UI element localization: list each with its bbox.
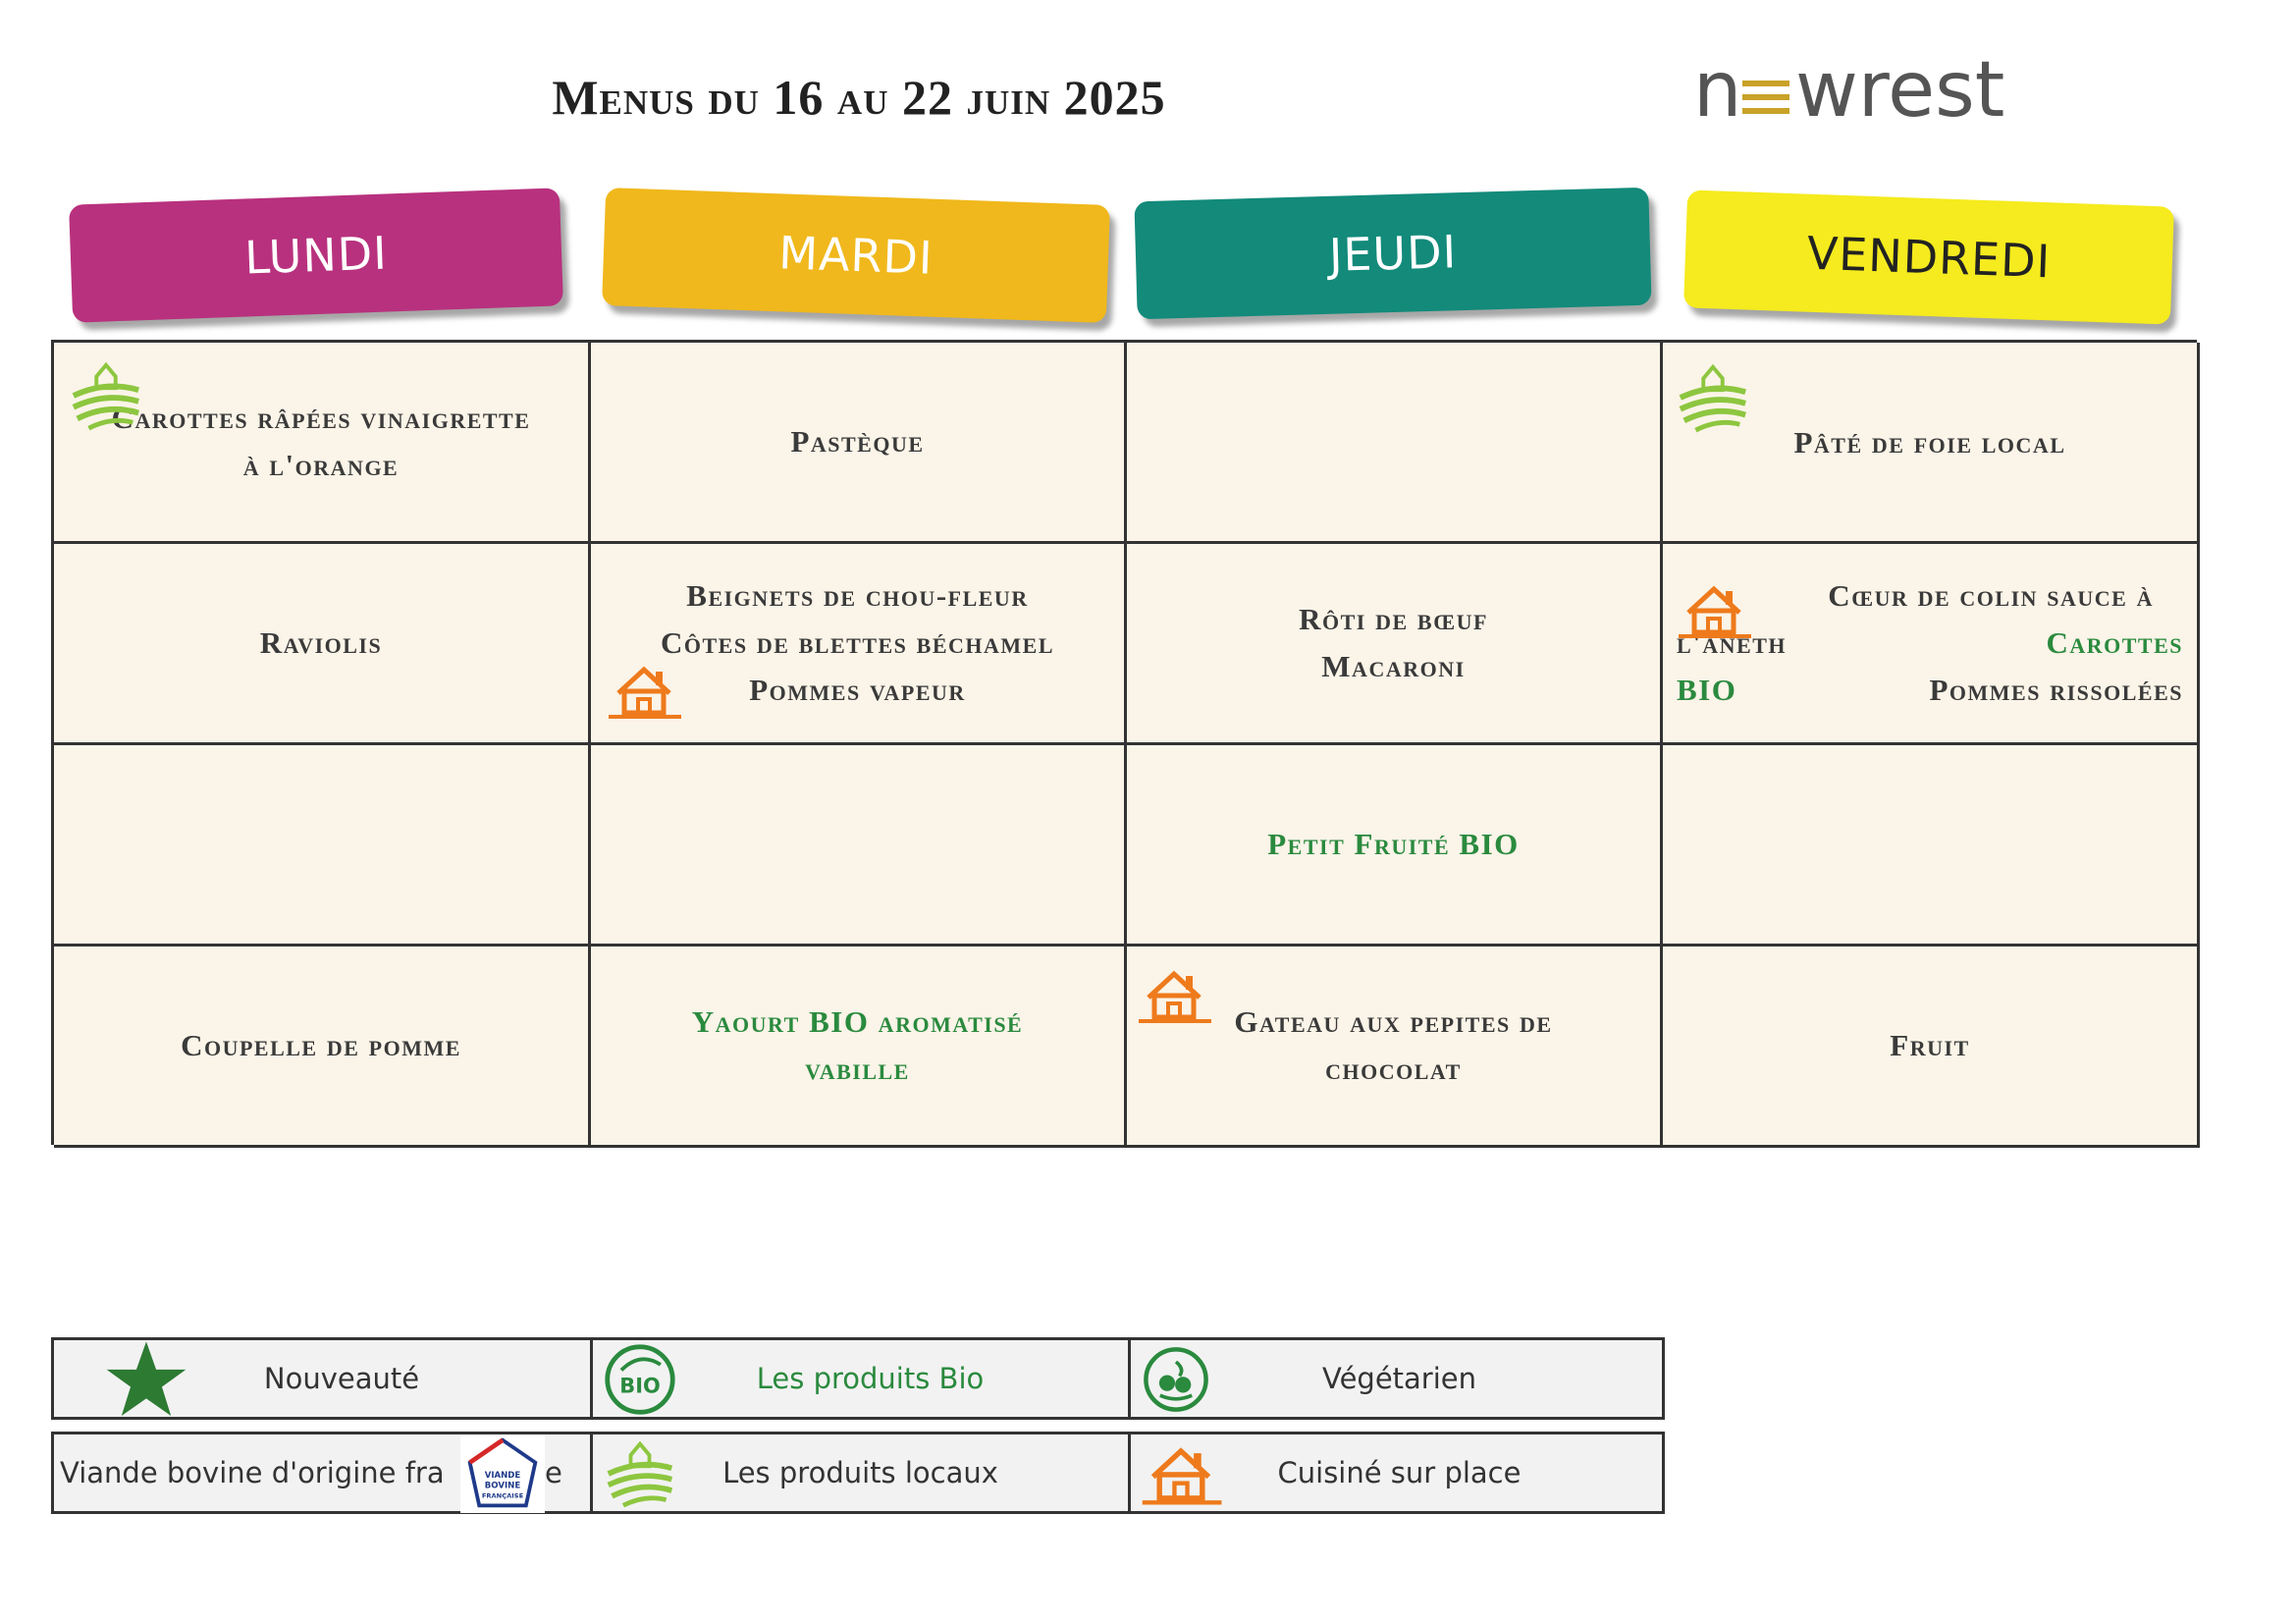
vegetarian-icon xyxy=(1141,1344,1211,1415)
dish-name: l'aneth xyxy=(1677,625,1788,660)
menu-cell-vendredi-dairy xyxy=(1663,745,2200,947)
star-icon xyxy=(101,1338,191,1421)
menu-cell-jeudi-main xyxy=(1127,544,1663,745)
svg-text:BIO: BIO xyxy=(619,1374,661,1398)
dish-name: Carottes râpées vinaigrette xyxy=(111,401,531,435)
legend-label: Cuisiné sur place xyxy=(1277,1456,1522,1489)
dish-name: Pastèque xyxy=(790,424,925,459)
legend-label: Nouveauté xyxy=(263,1362,420,1395)
menu-cell-lundi-starter xyxy=(54,343,591,544)
day-header-lundi xyxy=(69,188,563,322)
dish-name: vabille xyxy=(805,1052,910,1086)
svg-text:wrest: wrest xyxy=(1795,49,2005,135)
dish-name: Macaroni xyxy=(1321,649,1466,683)
dish-name: Beignets de chou-fleur xyxy=(686,578,1029,613)
dish-name: chocolat xyxy=(1325,1052,1462,1086)
legend-label: Viande bovine d'origine fra xyxy=(60,1456,445,1489)
house-icon xyxy=(1675,579,1753,644)
menu-cell-mardi-starter xyxy=(591,343,1127,544)
menu-table xyxy=(51,340,2197,1145)
dish-name: Yaourt BIO aromatisé xyxy=(691,1004,1024,1039)
dish-name: Coupelle de pomme xyxy=(181,1028,461,1062)
legend-row-1 xyxy=(51,1337,1665,1420)
svg-text:n: n xyxy=(1693,49,1742,135)
svg-text:BOVINE: BOVINE xyxy=(484,1481,521,1491)
dish-name: à l'orange xyxy=(242,448,400,482)
menu-cell-lundi-dessert xyxy=(54,947,591,1148)
page-title: Menus du 16 au 22 juin 2025 xyxy=(552,70,1166,125)
legend-label: Les produits locaux xyxy=(722,1456,998,1489)
legend-label: Les produits Bio xyxy=(756,1362,985,1395)
local-fields-icon xyxy=(1675,358,1751,437)
local-fields-icon xyxy=(603,1436,677,1511)
menu-cell-mardi-main xyxy=(591,544,1127,745)
dish-name: Pommes rissolées xyxy=(1929,673,2183,707)
legend-vegetarian xyxy=(1131,1340,1668,1417)
dish-name: Raviolis xyxy=(259,625,383,660)
day-label: JEUDI xyxy=(1328,225,1458,282)
legend-new xyxy=(54,1340,593,1417)
dish-name: Cœur de colin sauce à xyxy=(1828,578,2154,613)
menu-cell-vendredi-dessert xyxy=(1663,947,2200,1148)
menu-cell-jeudi-dessert xyxy=(1127,947,1663,1148)
menu-cell-lundi-dairy xyxy=(54,745,591,947)
menu-cell-jeudi-starter xyxy=(1127,343,1663,544)
menu-cell-lundi-main xyxy=(54,544,591,745)
day-label: MARDI xyxy=(777,226,934,285)
legend-label-tail: e xyxy=(545,1456,562,1489)
legend-french-beef xyxy=(54,1434,593,1511)
day-header-mardi xyxy=(602,188,1110,323)
organic-label: BIO xyxy=(1677,673,1737,707)
dish-name: Petit Fruité BIO xyxy=(1267,827,1520,861)
legend-local xyxy=(593,1434,1131,1511)
legend-label: Végétarien xyxy=(1321,1362,1477,1395)
menu-cell-jeudi-dairy xyxy=(1127,745,1663,947)
legend-bio xyxy=(593,1340,1131,1417)
legend-homemade xyxy=(1131,1434,1668,1511)
day-header-jeudi xyxy=(1134,188,1651,320)
local-fields-icon xyxy=(68,356,144,435)
menu-cell-mardi-dessert xyxy=(591,947,1127,1148)
dish-name: Gateau aux pepites de xyxy=(1234,1004,1553,1039)
menu-cell-mardi-dairy xyxy=(591,745,1127,947)
dish-line xyxy=(1677,667,2183,714)
dish-name: Pommes vapeur xyxy=(749,673,966,707)
menu-cell-vendredi-main xyxy=(1663,544,2200,745)
day-header-vendredi xyxy=(1683,189,2174,324)
dish-name: Carottes xyxy=(2046,625,2183,660)
dish-name: Côtes de blettes béchamel xyxy=(660,625,1055,660)
day-label: VENDREDI xyxy=(1805,226,2053,289)
newrest-logo xyxy=(1693,49,2047,137)
bio-badge-icon xyxy=(603,1342,677,1417)
house-icon xyxy=(1135,964,1213,1029)
legend-row-2 xyxy=(51,1432,1665,1514)
house-icon xyxy=(1137,1440,1225,1511)
dish-name: Pâté de foie local xyxy=(1793,425,2066,460)
dish-name: Rôti de bœuf xyxy=(1299,602,1488,636)
french-beef-icon xyxy=(460,1434,545,1513)
house-icon xyxy=(605,660,683,725)
svg-text:VIANDE: VIANDE xyxy=(484,1470,521,1481)
svg-text:FRANÇAISE: FRANÇAISE xyxy=(481,1491,524,1500)
menu-cell-vendredi-starter xyxy=(1663,343,2200,544)
day-label: LUNDI xyxy=(243,226,389,285)
dish-name: Fruit xyxy=(1890,1028,1970,1062)
